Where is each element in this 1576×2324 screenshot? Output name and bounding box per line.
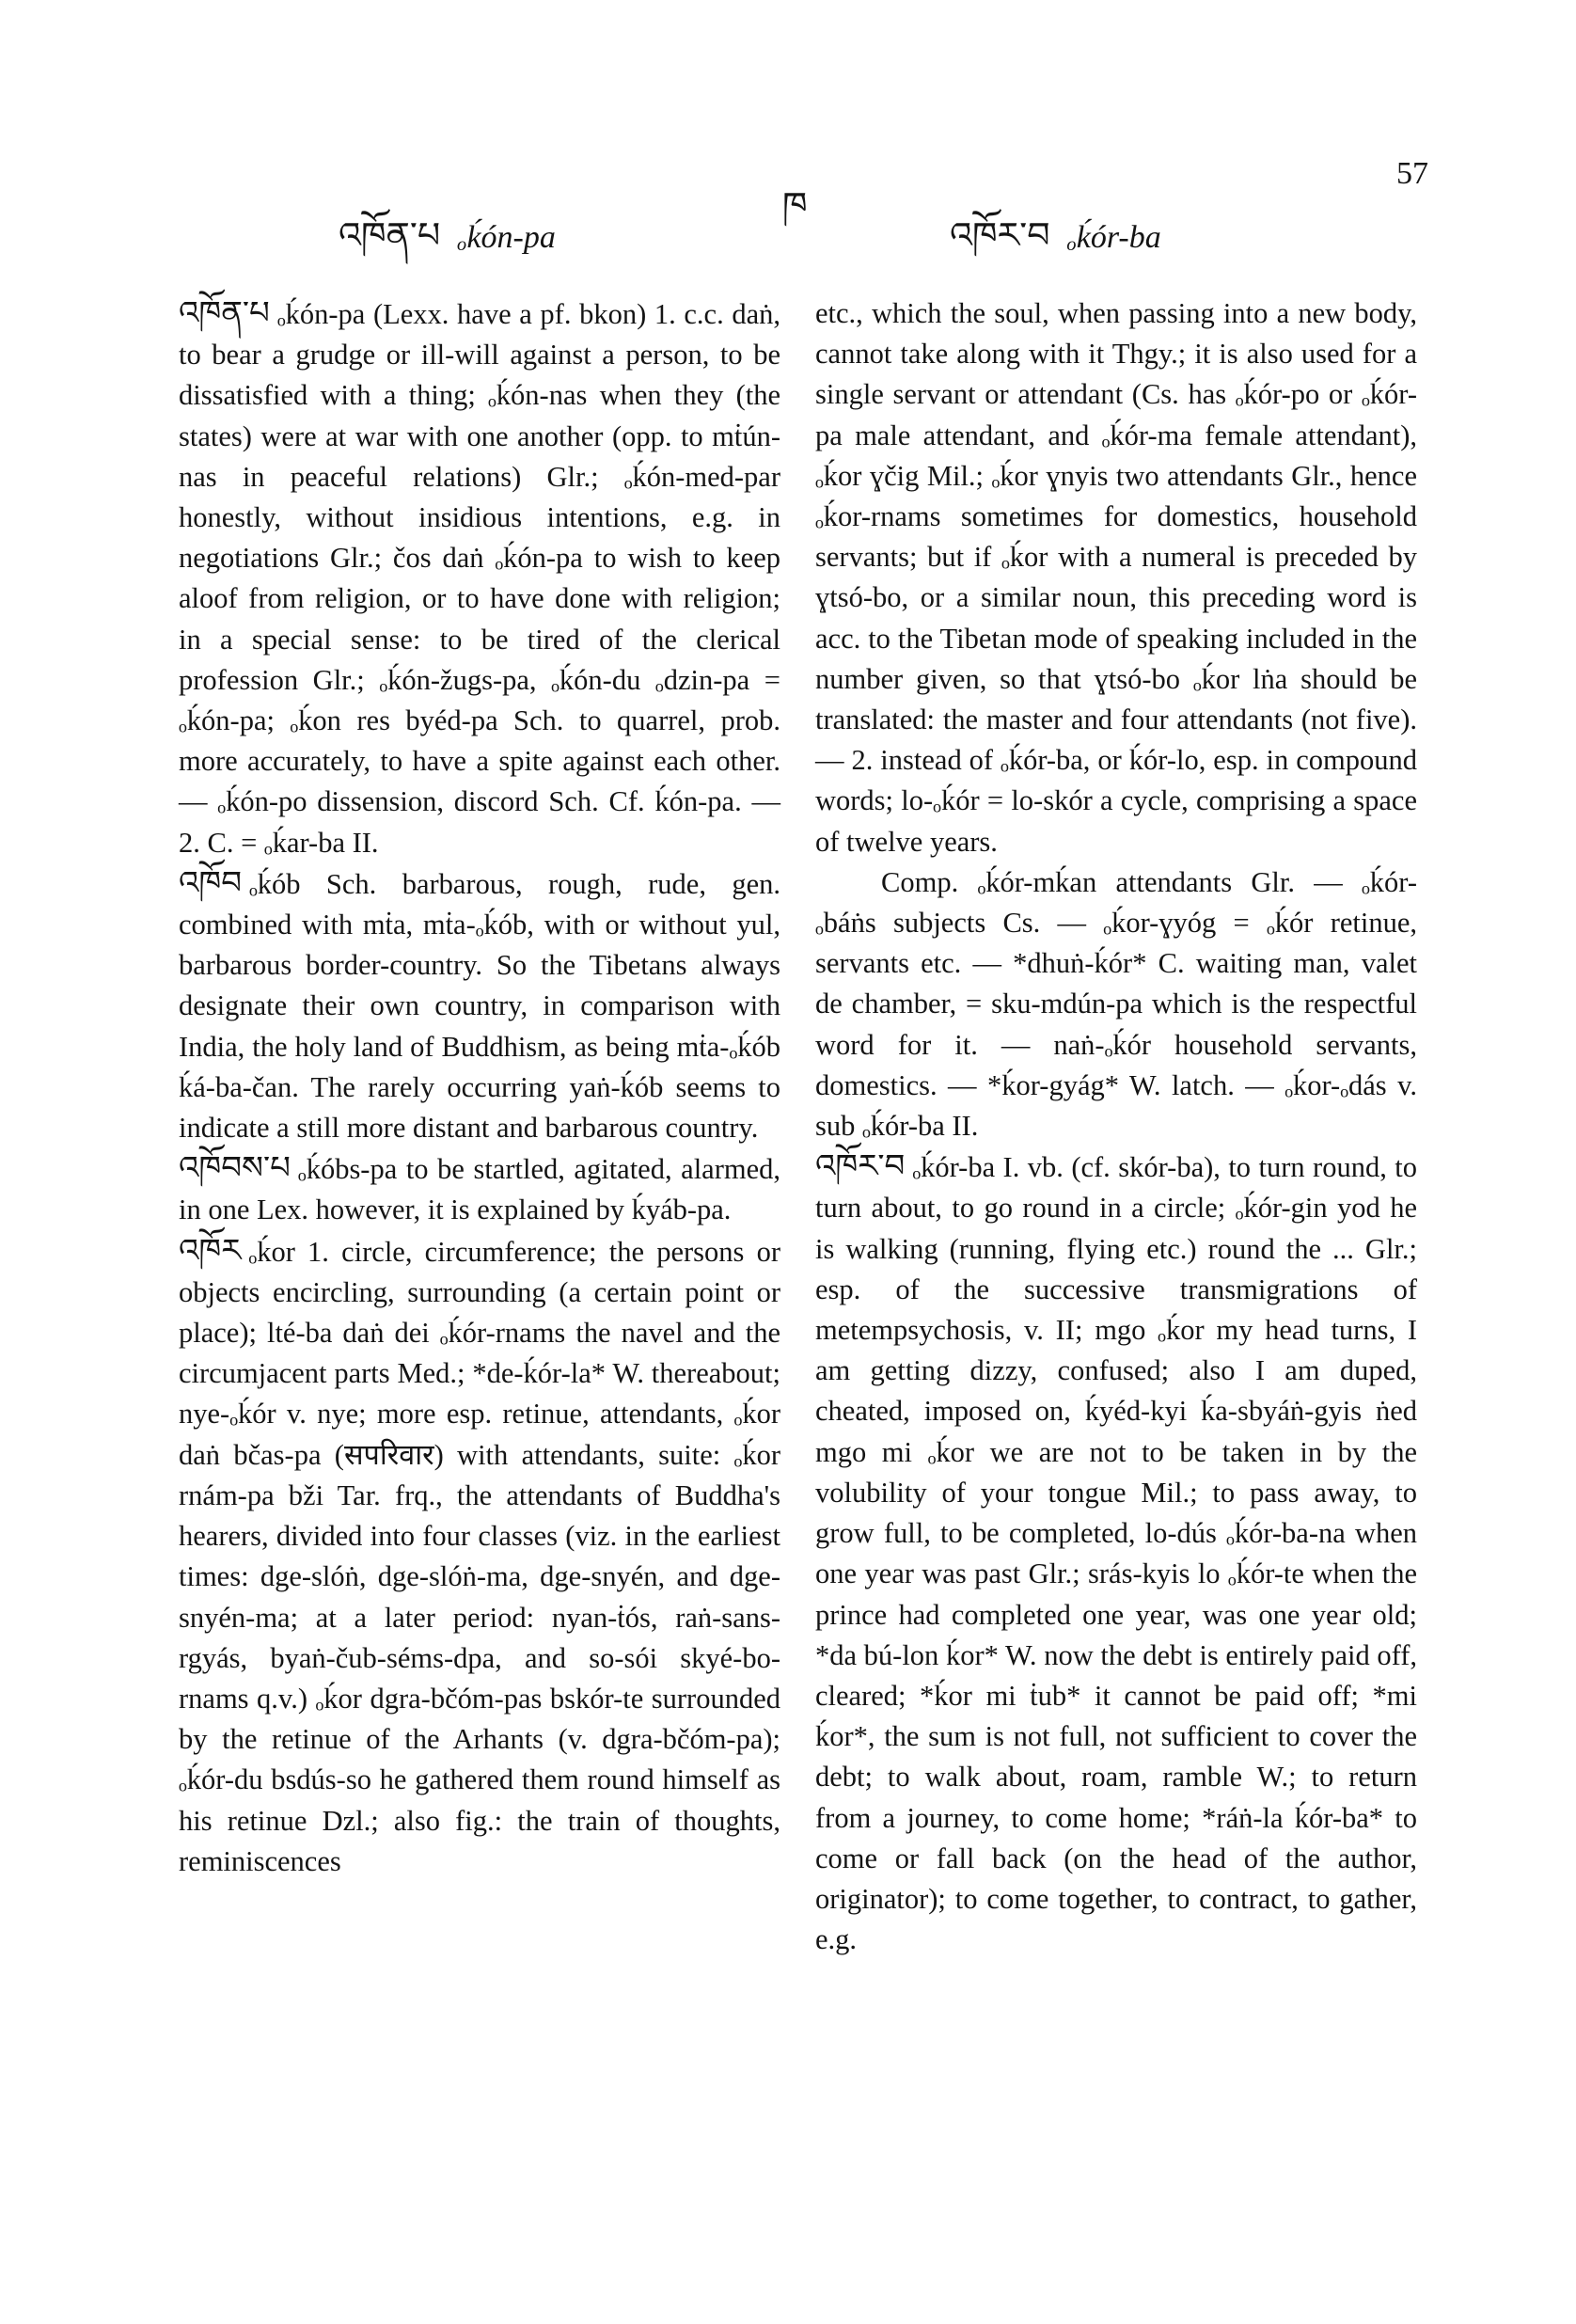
entry-text: ₒḱób Sch. barbarous, rough, rude, gen. combined with mṫa, mṫa-ₒḱób, with or without yul, barbarous border-country. So the Tibetans always designate their own country, in comparison with India, the holy land of Buddhism, as being mṫa-ₒḱób ḱá-ba-čan. The rarely occurring yaṅ-ḱób seems to indicate a still more distant and barbarous country. — [179, 867, 780, 1145]
entry-tibetan-headword: འཁོར་བ — [815, 1147, 906, 1186]
entry-tibetan-headword: འཁོབ — [179, 863, 243, 902]
running-header-right — [950, 196, 1161, 296]
entry-continuation — [815, 293, 1417, 862]
entry-text: Comp. ₒḱór-mḱan attendants Glr. — ₒḱór-ₒbáṅs subjects Cs. — ₒḱor-ɣyóg = ₒḱór retinue, servants etc. — *dhuṅ-ḱór* C. waiting man, valet de chamber, = sku-mdún-pa which is the respectful word for it. — naṅ-ₒḱór household servants, domestics. — *ḱor-gyág* W. latch. — ₒḱor-ₒdás v. sub ₒḱór-ba II. — [815, 865, 1417, 1143]
compounds-paragraph — [815, 862, 1417, 1146]
header-left-lemma: ₒḱón-pa — [457, 220, 556, 255]
running-header-left — [339, 196, 556, 296]
entry-text: etc., which the soul, when passing into a new body, cannot take along with it Thgy.; it is also used for a single servant or attendant (Cs. has ₒḱór-po or ₒḱór-pa male attendant, and ₒḱór-ma female attendant), ₒḱor ɣčig Mil.; ₒḱor ɣnyis two attendants Glr., hence ₒḱor-rnams sometimes for domestics, household servants; but if ₒḱor with a numeral is preceded by ɣtsó-bo, or a similar noun, this preceding word is acc. to the Tibetan mode of speaking included in the number given, so that ɣtsó-bo ₒḱor lṅa should be translated: the master and four attendants (not five). — 2. instead of ₒḱór-ba, or ḱór-lo, esp. in compound words; lo-ₒḱór = lo-skór a cycle, comprising a space of twelve years. — [815, 297, 1417, 858]
right-column — [815, 293, 1417, 1960]
entry-text: ₒḱor 1. circle, circumference; the persons or objects encircling, surrounding (a certain point or place); lté-ba daṅ dei ₒḱór-rnams the navel and the circumjacent parts Med.; *de-ḱór-la* W. thereabout; nye-ₒḱór v. nye; more esp. retinue, attendants, ₒḱor daṅ bčas-pa (सपरिवार) with attendants, suite: ₒḱor rnám-pa bži Tar. frq., the attendants of Buddha's hearers, divided into four classes (viz. in the earliest times: dge-slóṅ, dge-slóṅ-ma, dge-snyén, and dge-snyén-ma; at a later period: nyan-ṫós, raṅ-sans-rgyás, byaṅ-čub-séms-dpa, and so-sói skyé-bo-rnams q.v.) ₒḱor dgra-bčóm-pas bskór-te surrounded by the retinue of the Arhants (v. dgra-bčóm-pa); ₒḱór-du bsdús-so he gathered them round himself as his retinue Dzl.; also fig.: the train of thoughts, reminiscences — [179, 1235, 780, 1877]
entry-tibetan-headword: འཁོབས་པ — [179, 1149, 291, 1188]
section-letter: ཁ — [782, 184, 808, 226]
entry-tibetan-headword: འཁོན་པ — [179, 294, 270, 332]
dictionary-entry — [179, 1148, 780, 1230]
dictionary-entry — [179, 293, 780, 863]
dictionary-entry — [179, 863, 780, 1148]
dictionary-entry — [179, 1231, 780, 1882]
page-number: 57 — [1396, 156, 1428, 191]
dictionary-entry — [815, 1146, 1417, 1960]
entry-text: ₒḱór-ba I. vb. (cf. skór-ba), to turn round, to turn about, to go round in a circle; ₒḱór-gin yod he is walking (running, flying etc.) round the ... Glr.; esp. of the successive transmigrations of metempsychosis, v. II; mgo ₒḱor my head turns, I am getting dizzy, confused; also I am duped, cheated, imposed on, ḱyéd-kyi ḱa-sbyáṅ-gyis ṅed mgo mi ₒḱor we are not to be taken in by the volubility of your tongue Mil.; to pass away, to grow full, to be completed, lo-dús ₒḱór-ba-na when one year was past Glr.; srás-kyis lo ₒḱór-te when the prince had completed one year, was one year old; *da bú-lon ḱor* W. now the debt is entirely paid off, cleared; *ḱor mi ṫub* it cannot be paid off; *mi ḱor*, the sum is not full, not sufficient to cover the debt; to walk about, roam, ramble W.; to return from a journey, to come home; *ráṅ-la ḱór-ba* to come or fall back (on the head of the author, originator); to come together, to contract, to gather, e.g. — [815, 1151, 1417, 1956]
entry-tibetan-headword: འཁོར — [179, 1231, 242, 1270]
left-column — [179, 293, 780, 1882]
header-right-tibetan: འཁོར་བ — [950, 214, 1050, 256]
entry-text: ₒḱón-pa (Lexx. have a pf. bkon) 1. c.c. daṅ, to bear a grudge or ill-will against a person, to be dissatisfied with a thing; ₒḱón-nas when they (the states) were at war with one another (opp. to mṫún-nas in peaceful relations) Glr.; ₒḱón-med-par honestly, without insidious intentions, e.g. in negotiations Glr.; čos daṅ ₒḱón-pa to wish to keep aloof from religion, or to have done with religion; in a special sense: to be tired of the clerical profession Glr.; ₒḱón-žugs-pa, ₒḱón-du ₒdzin-pa = ₒḱón-pa; ₒḱon res byéd-pa Sch. to quarrel, prob. more accurately, to have a spite against each other. — ₒḱón-po dissension, discord Sch. Cf. ḱón-pa. — 2. C. = ₒḱar-ba II. — [179, 298, 780, 859]
header-left-tibetan: འཁོན་པ — [339, 214, 441, 256]
entry-text: ₒḱóbs-pa to be startled, agitated, alarmed, in one Lex. however, it is explained by ḱyáb-pa. — [179, 1153, 780, 1226]
header-right-lemma: ₒḱór-ba — [1067, 220, 1161, 255]
